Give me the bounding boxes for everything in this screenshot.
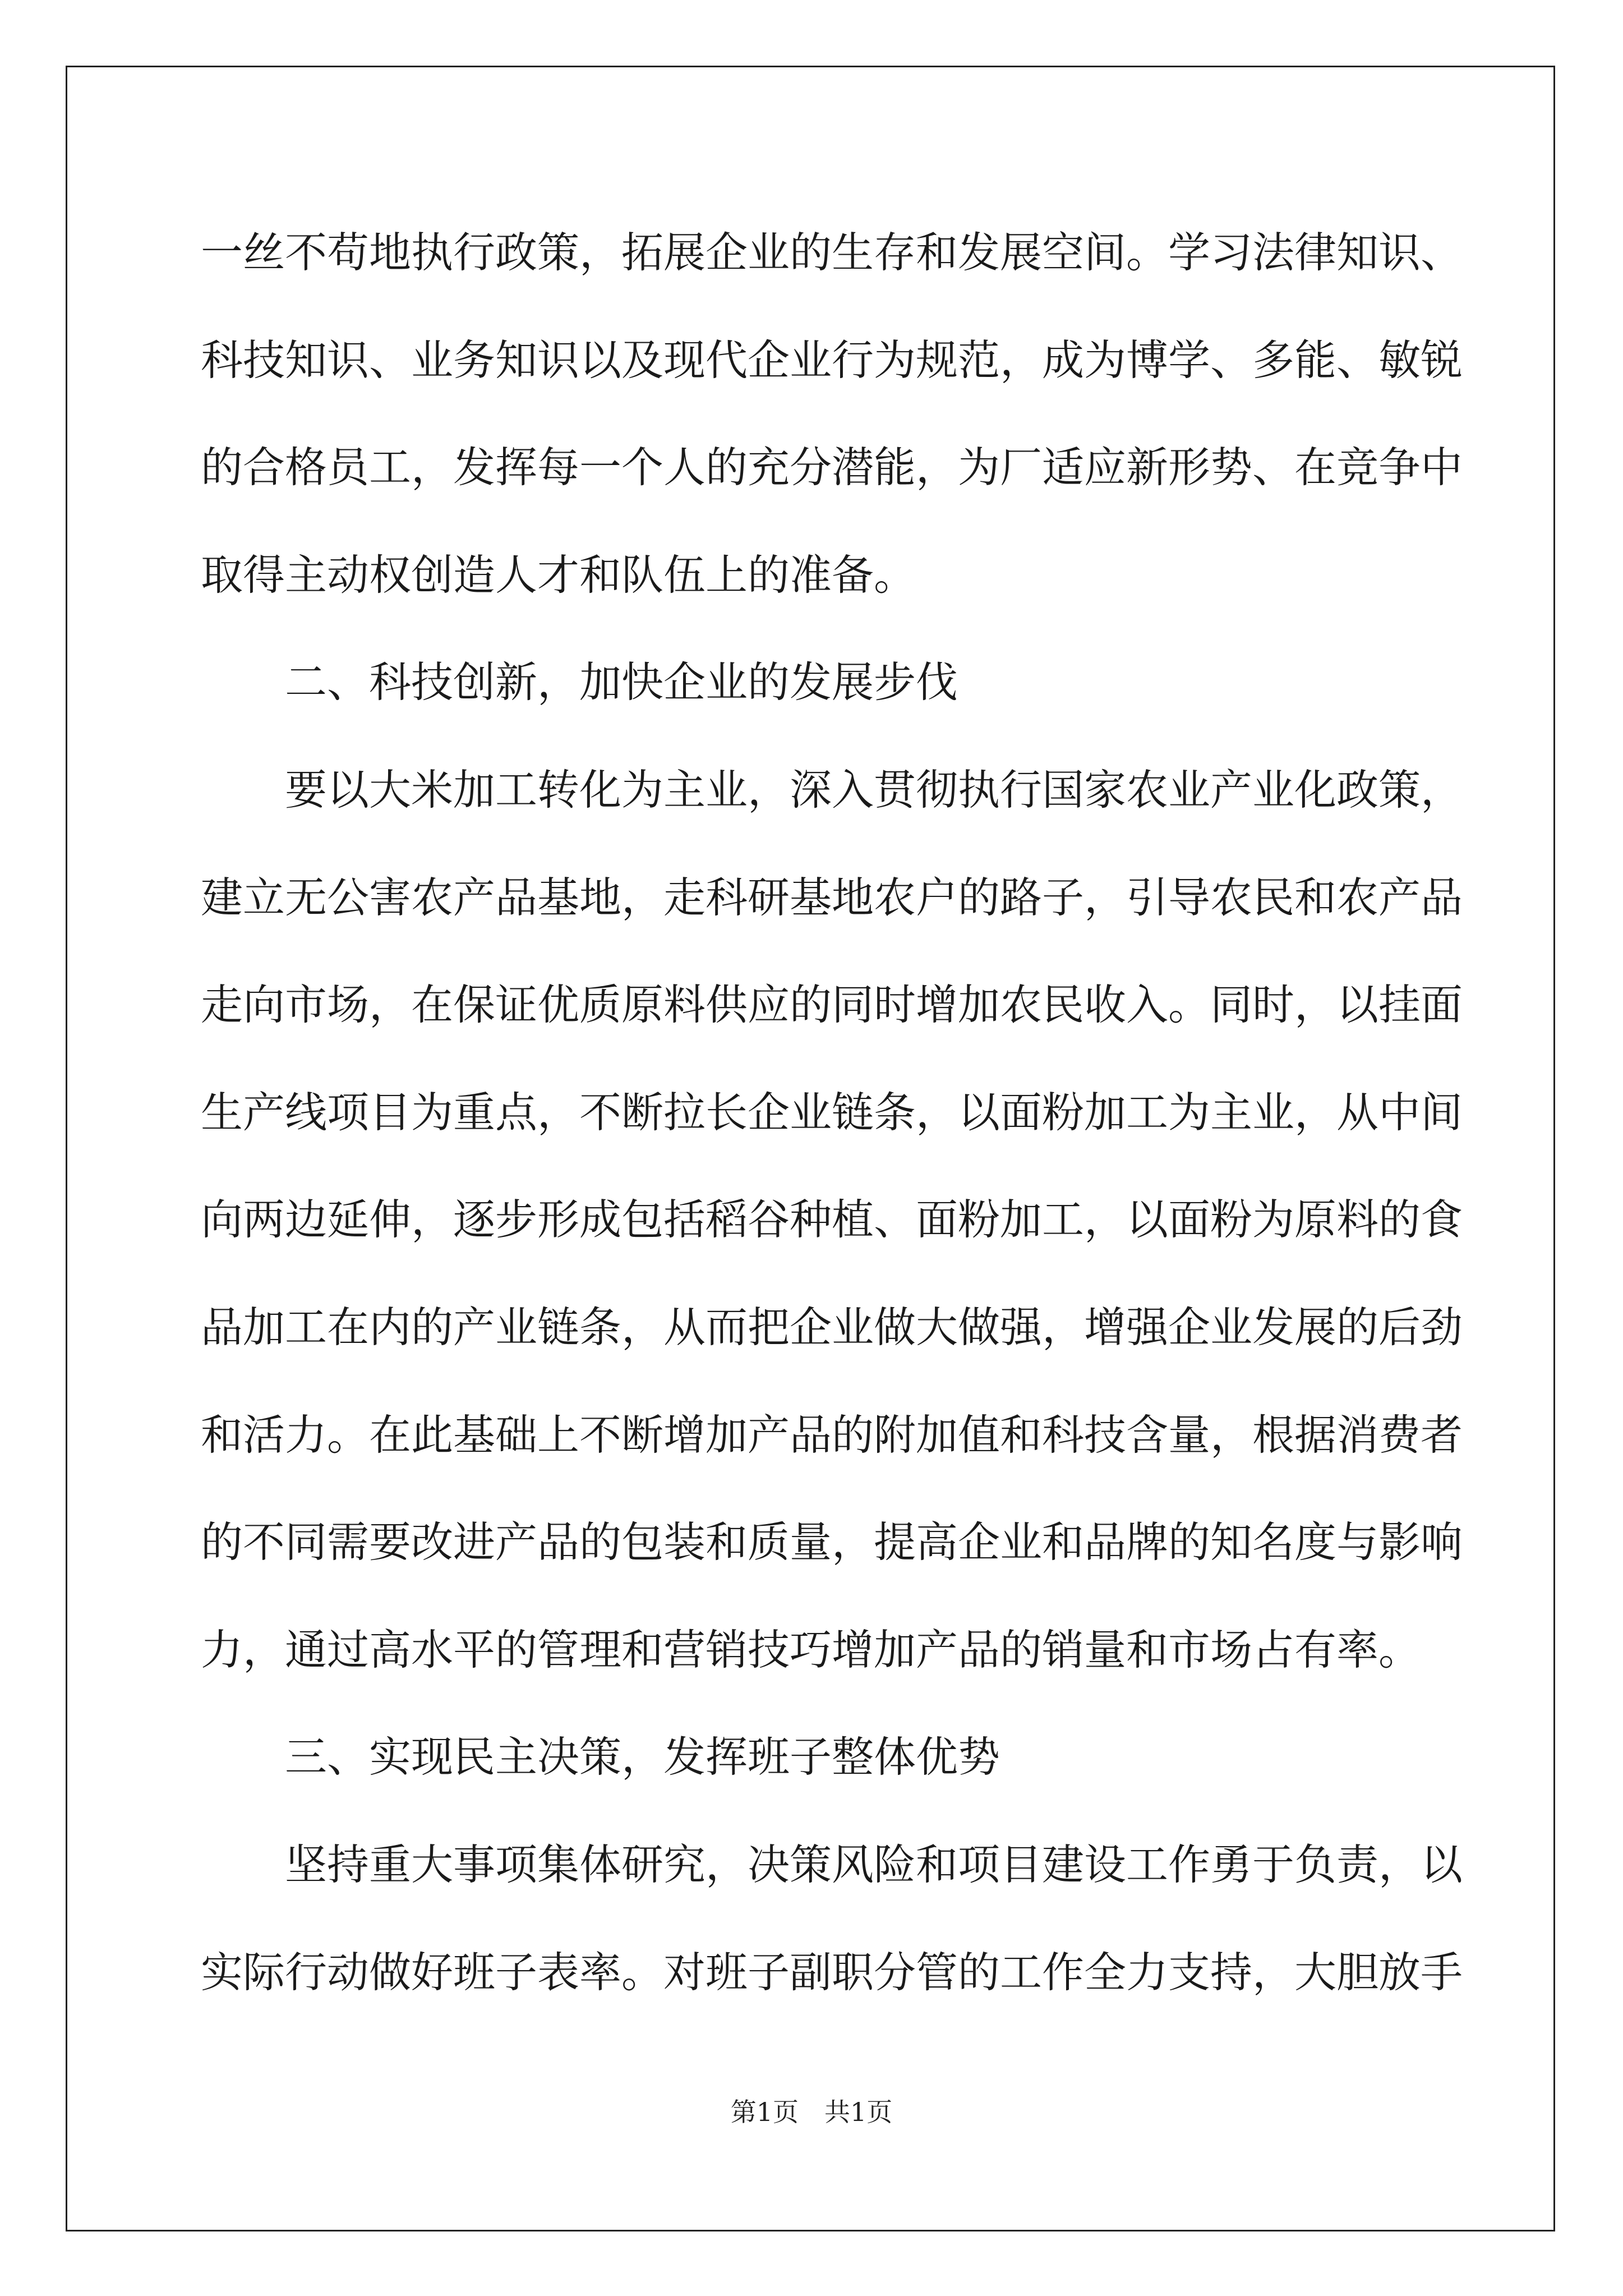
- text-line: 取得主动权创造人才和队伍上的准备。: [201, 550, 916, 600]
- text-line: 品加工在内的产业链条，从而把企业做大做强，增强企业发展的后劲: [201, 1302, 1463, 1352]
- text-line: 实际行动做好班子表率。对班子副职分管的工作全力支持，大胆放手: [201, 1947, 1463, 1997]
- text-line: 力，通过高水平的管理和营销技巧增加产品的销量和市场占有率。: [201, 1625, 1421, 1674]
- page-number-footer: 第1页 共1页: [730, 2097, 893, 2127]
- text-line: 生产线项目为重点，不断拉长企业链条，以面粉加工为主业，从中间: [201, 1087, 1463, 1137]
- document-body: [201, 199, 1463, 2026]
- section-heading: 三、实现民主决策，发挥班子整体优势: [285, 1732, 1000, 1782]
- text-line: 科技知识、业务知识以及现代企业行为规范，成为博学、多能、敏锐: [201, 335, 1463, 385]
- section-heading: 二、科技创新，加快企业的发展步伐: [285, 657, 958, 707]
- text-line: 要以大米加工转化为主业，深入贯彻执行国家农业产业化政策，: [285, 765, 1463, 815]
- text-line: 的不同需要改进产品的包装和质量，提高企业和品牌的知名度与影响: [201, 1517, 1463, 1567]
- text-line: 和活力。在此基础上不断增加产品的附加值和科技含量，根据消费者: [201, 1410, 1463, 1460]
- text-line: 的合格员工，发挥每一个人的充分潜能，为厂适应新形势、在竞争中: [201, 443, 1463, 493]
- text-line: 一丝不苟地执行政策，拓展企业的生存和发展空间。学习法律知识、: [201, 228, 1463, 277]
- text-line: 向两边延伸，逐步形成包括稻谷种植、面粉加工，以面粉为原料的食: [201, 1195, 1463, 1245]
- text-line: 坚持重大事项集体研究，决策风险和项目建设工作勇于负责，以: [285, 1839, 1463, 1889]
- text-line: 走向市场，在保证优质原料供应的同时增加农民收入。同时，以挂面: [201, 980, 1463, 1030]
- text-line: 建立无公害农产品基地，走科研基地农户的路子，引导农民和农产品: [201, 872, 1463, 922]
